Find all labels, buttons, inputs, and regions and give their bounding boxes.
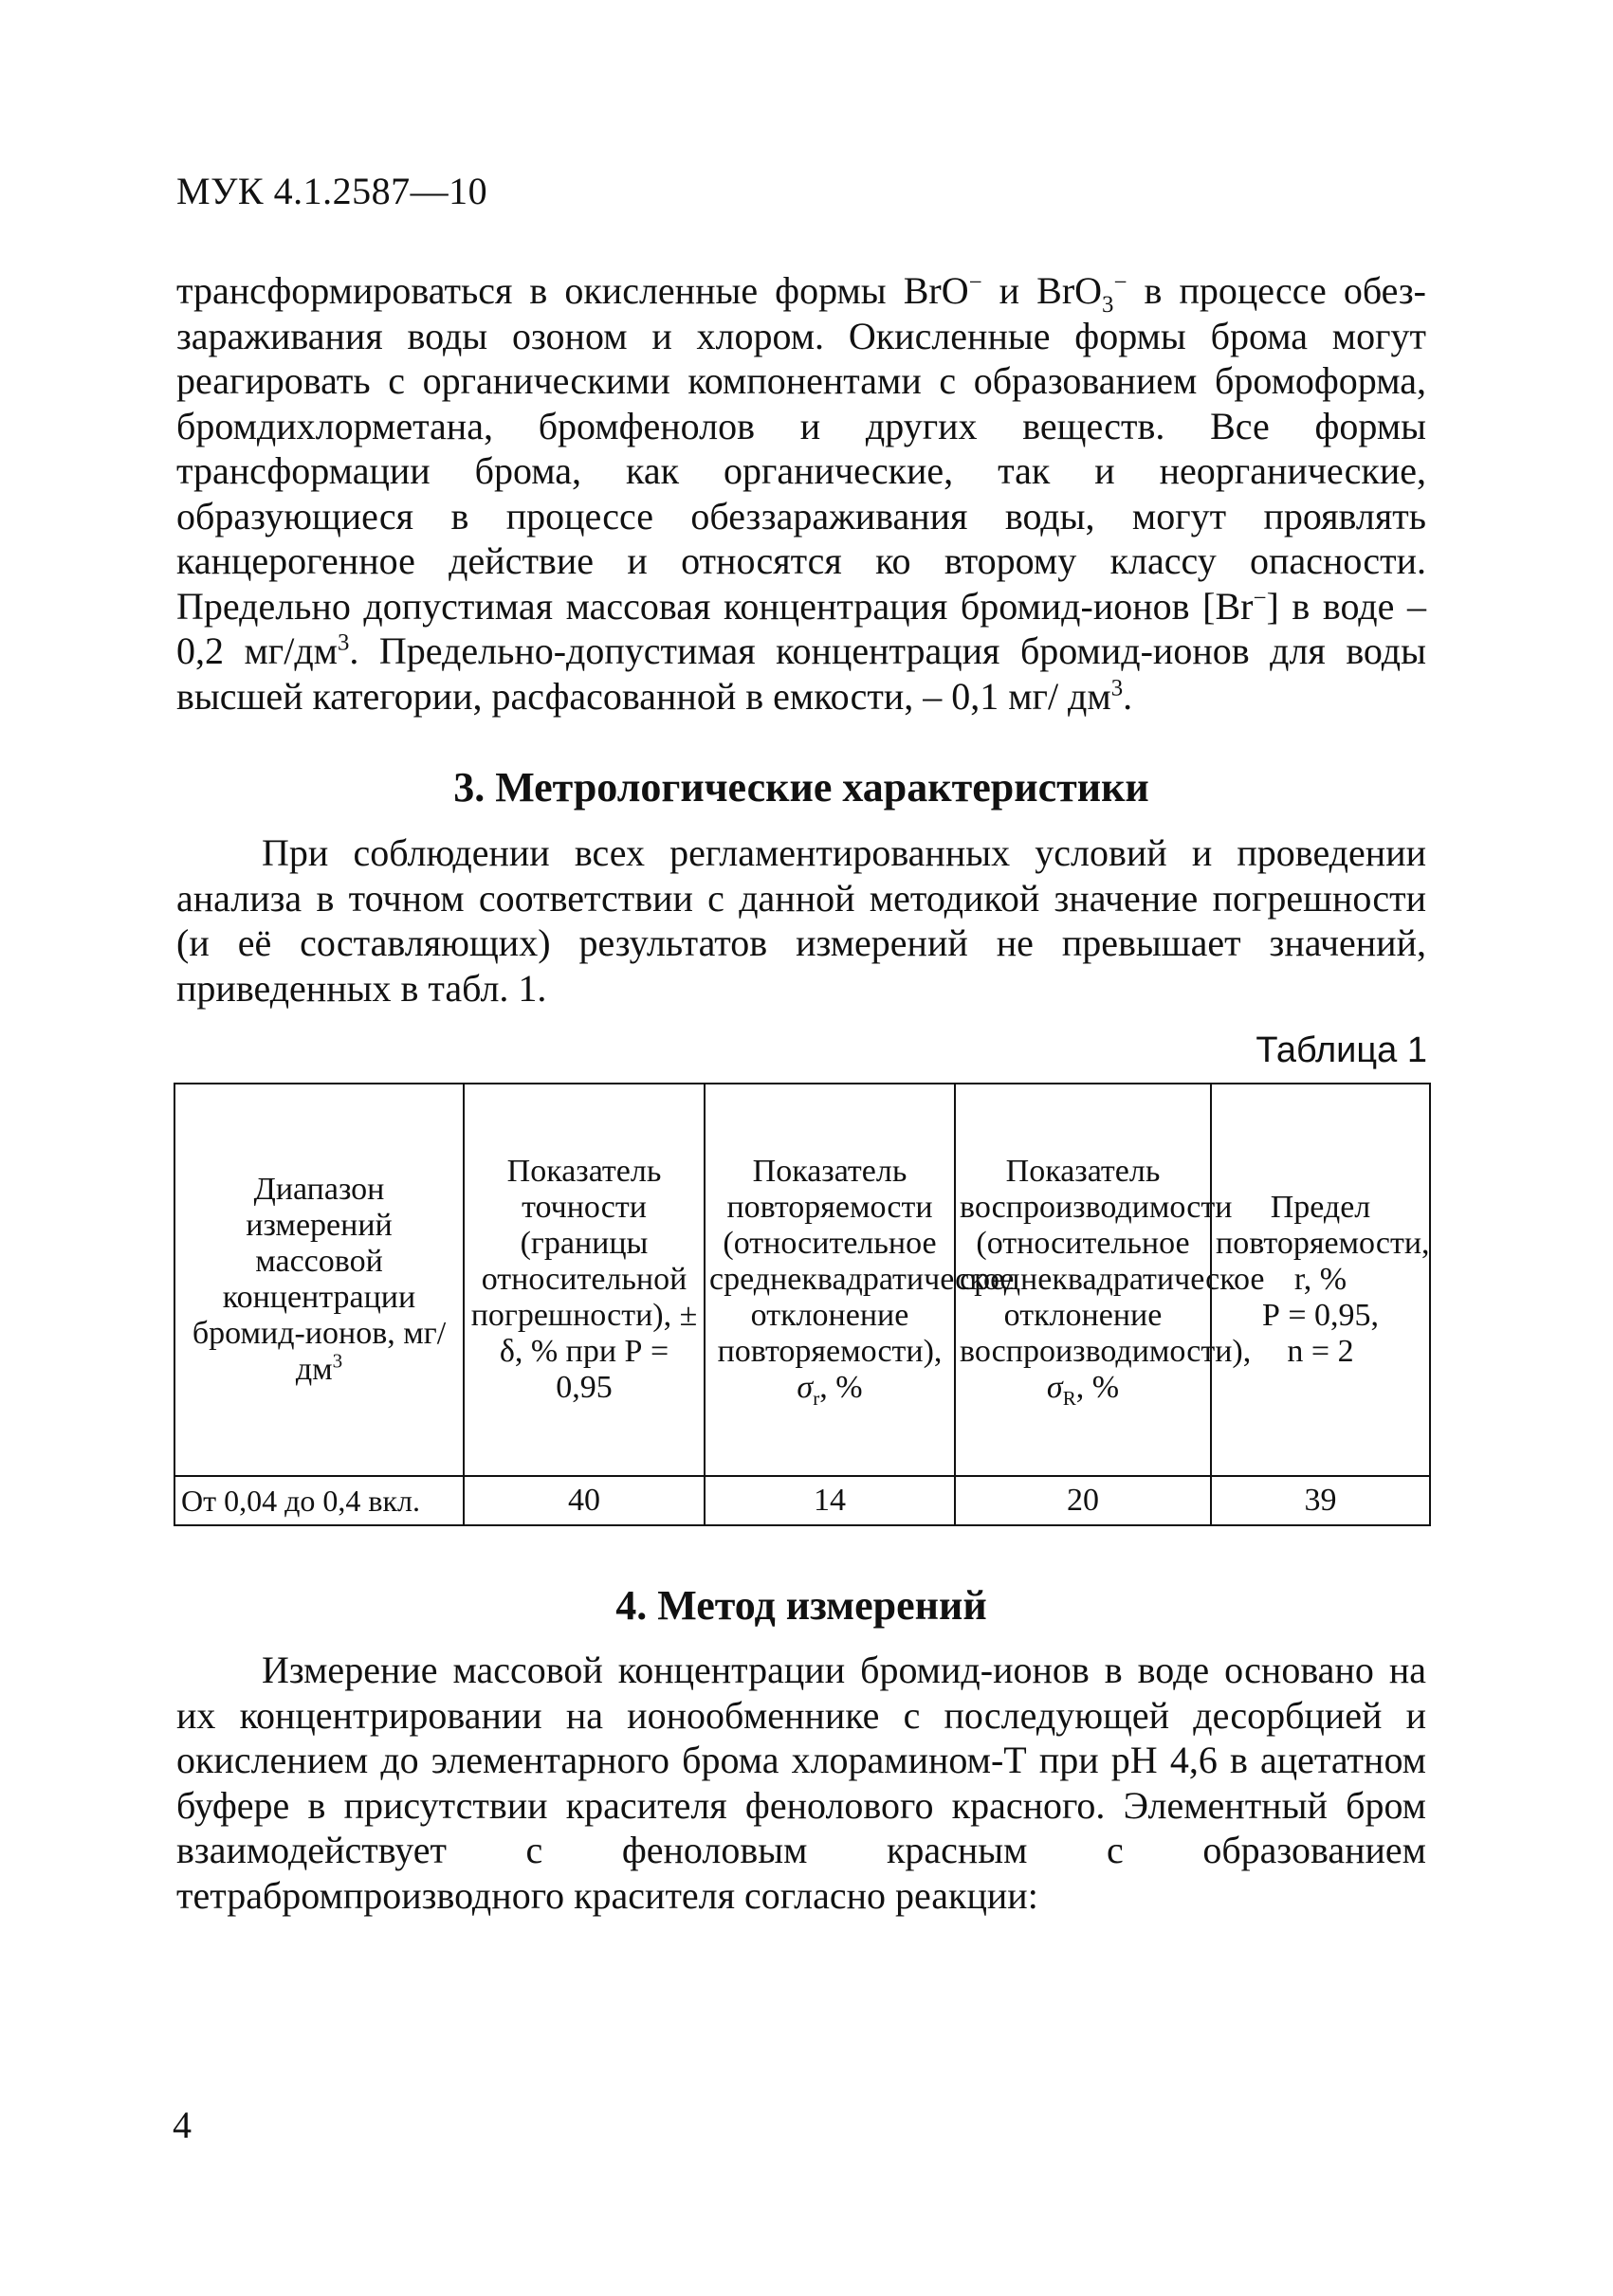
cell-range: От 0,04 до 0,4 вкл. <box>174 1476 464 1525</box>
intro-paragraph: трансформироваться в окисленные формы BrO− и BrO$_3$− в процессе обез-зараживания воды озоном и хлором. Окисленные формы брома могут реагировать с органическими компонентами с образованием бромоформа, бромдихлорметана, бромфенолов и других веществ. Все формы трансформации брома, как органические, так и неорганические, образующиеся в процессе обеззараживания воды, могут проявлять канцерогенное действие и относятся ко второму классу опасности. Предельно допустимая массовая концентрация бромид-ионов [Br−] в воде – 0,2 $мг/дм^3$. Предельно-допустимая концентрация бромид-ионов для воды высшей категории, расфасованной в емкости, – 0,1 мг/ $дм^3$. <box>176 269 1427 718</box>
cell-accuracy: 40 <box>464 1476 705 1525</box>
section-3-text: При соблюдении всех регламентированных условий и проведении анализа в точном соответствии с данной методикой значение погрешности (и её составляющих) результатов измерений не превышает значений, приведенных в табл. 1. <box>176 831 1426 1010</box>
table-row <box>174 1476 1430 1525</box>
metrology-table <box>174 1083 1431 1526</box>
table-caption: Таблица 1 <box>1256 1030 1427 1070</box>
section-3-title: 3. Метрологические характеристики <box>453 764 1149 811</box>
header-repeatability: Показатель повторяемости (относительное среднеквадратическое отклонение повторяемости), $\sigma_r$, % <box>705 1084 955 1476</box>
cell-repeatability-limit: 39 <box>1211 1476 1430 1525</box>
cell-reproducibility: 20 <box>955 1476 1211 1525</box>
table-header-row <box>174 1084 1430 1476</box>
section-4-text: Измерение массовой концентрации бромид-ионов в воде основано на их концентрировании на ионообменнике с последующей десорбцией и окислением до элементарного брома хлорамином-Т при рН 4,6 в ацетатном буфере в присутствии красителя фенолового красного. Элементный бром взаимодействует с феноловым красным с образованием тетрабромпроизводного красителя согласно реакции: <box>176 1649 1426 1917</box>
header-accuracy: Показатель точности (границы относительной погрешности), ± δ, % при Р = 0,95 <box>464 1084 705 1476</box>
page-number: 4 <box>173 2104 192 2146</box>
header-range: Диапазон измерений массовой концентрации бромид-ионов, $мг/дм^3$ <box>174 1084 464 1476</box>
document-header: МУК 4.1.2587—10 <box>176 170 488 212</box>
header-repeatability-limit: Предел повторяемости, r, % Р = 0,95, n = 2 <box>1211 1084 1430 1476</box>
cell-repeatability: 14 <box>705 1476 955 1525</box>
header-reproducibility: Показатель воспроизводимости (относительное среднеквадратическое отклонение воспроизводимости), $\sigma_R$, % <box>955 1084 1211 1476</box>
section-4-title: 4. Метод измерений <box>615 1582 987 1629</box>
